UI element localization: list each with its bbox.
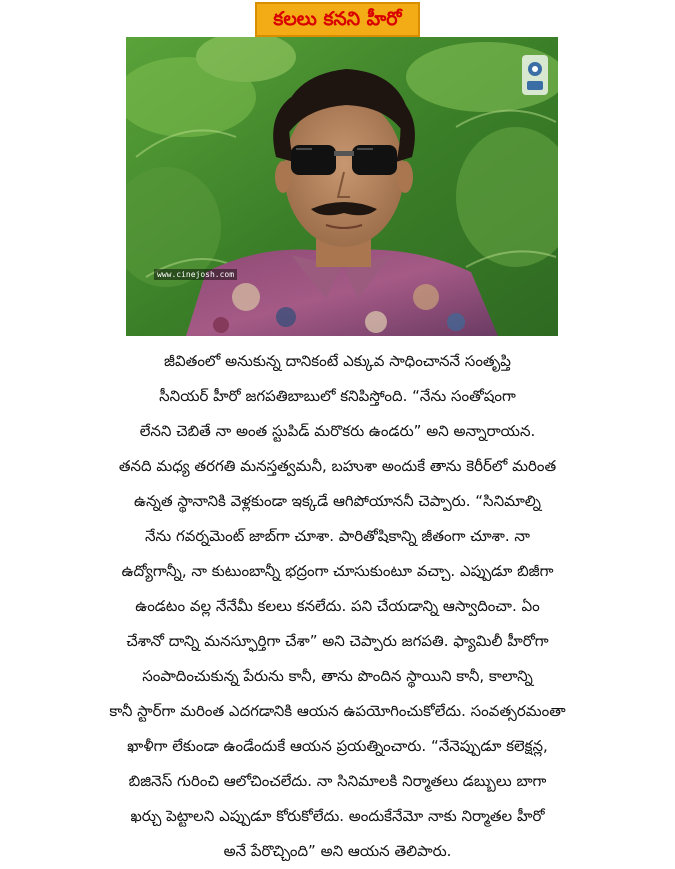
article-line: కానీ స్టార్‌గా మరింత ఎదగడానికి ఆయన ఉపయోగించుకోలేదు. సంవత్సరమంతా [109,702,566,720]
article-line: బిజినెస్ గురించి ఆలోచించలేదు. నా సినిమాలకి నిర్మాతలు డబ్బులు బాగా [128,772,547,790]
hero-photo [126,37,558,336]
article-line: అనే పేరొచ్చింది” అని ఆయన తెలిపారు. [223,842,452,860]
article-line: ఉన్నత స్థానానికి వెళ్లకుండా ఇక్కడే ఆగిపోయాననీ చెప్పారు. “సినిమాల్ని [134,492,541,510]
article-line: ఉండటం వల్ల నేనేమీ కలలు కనలేదు. పని చేయడాన్ని ఆస్వాదించా. ఏం [135,597,540,615]
article-body [0,344,675,869]
article-line: లేనని చెబితే నా అంత స్టుపిడ్ మరొకరు ఉండరు” అని అన్నారాయన. [139,422,536,440]
article-line: నేను గవర్నమెంట్ జాబ్‌గా చూశా. పారితోషికాన్ని జీతంగా చూశా. నా [145,527,530,545]
article-line: జీవితంలో అనుకున్న దానికంటే ఎక్కువ సాధించాననే సంతృప్తి [164,352,511,370]
cinejosh-logo-icon [522,55,548,95]
article-line: ఖర్చు పెట్టాలని ఎప్పుడూ కోరుకోలేదు. అందుకేనేమో నాకు నిర్మాతల హీరో [130,807,545,825]
hero-photo-illustration [126,37,558,336]
article-line: సీనియర్ హీరో జగపతిబాబులో కనిపిస్తోంది. “నేను సంతోషంగా [159,387,516,405]
photo-watermark: www.cinejosh.com [154,269,237,280]
article-title: కలలు కనని హీరో [255,2,419,37]
article-line: చేశానో దాన్ని మనస్ఫూర్తిగా చేశా” అని చెప్పారు జగపతి. ఫ్యామిలీ హీరోగా [126,632,549,650]
article-line: ఉద్యోగాన్నీ, నా కుటుంబాన్నీ భద్రంగా చూసుకుంటూ వచ్చా. ఎప్పుడూ బిజీగా [121,562,554,580]
article-line: తనది మధ్య తరగతి మనస్తత్వమనీ, బహుశా అందుకే తాను కెరీర్‌లో మరింత [118,457,557,475]
article-line: ఖాళీగా లేకుండా ఉండేందుకే ఆయన ప్రయత్నించారు. “నేనెప్పుడూ కలెక్షన్ల, [127,737,548,755]
article-line: సంపాదించుకున్న పేరును కానీ, తాను పొందిన స్థాయిని కానీ, కాలాన్ని [142,667,533,685]
title-bar [0,2,675,37]
